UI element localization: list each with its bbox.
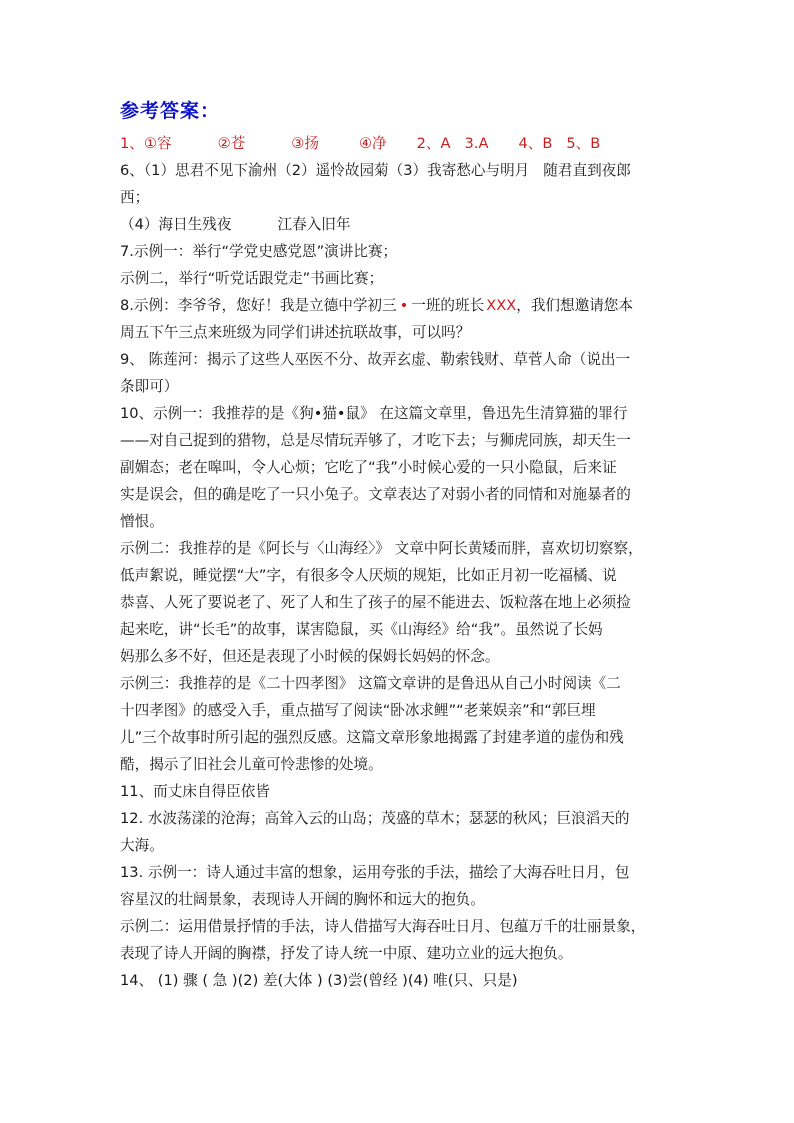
answer-13-line-2: 容星汉的壮阔景象，表现诗人开阔的胸怀和远大的抱负。 — [120, 891, 485, 908]
answer-10-line-10: 妈那么多不好，但还是表现了小时候的保姆长妈妈的怀念。 — [120, 648, 500, 665]
answer-10-line-2: ——对自己捉到的猎物，总是尽情玩弄够了，才吃下去；与狮虎同族，却天生一 — [120, 432, 631, 449]
answer-10-line-7: 低声絮说，睡觉摆“大”字，有很多令人厌烦的规矩，比如正月初一吃福橘、说 — [120, 567, 617, 584]
answer-5: 5、B — [566, 135, 601, 152]
answer-8-dot: • — [399, 297, 409, 314]
answer-8-xxx: XXX — [486, 297, 517, 314]
answer-10-line-9: 起来吃，讲“长毛”的故事，谋害隐鼠，买《山海经》给“我”。虽然说了长妈 — [120, 621, 603, 638]
answer-9-line-1: 9、 陈莲河：揭示了这些人巫医不分、故弄玄虚、勒索钱财、草菅人命（说出一 — [120, 351, 631, 368]
answer-10-line-12: 十四孝图》的感受入手，重点描写了阅读“卧冰求鲤”“老莱娱亲”和“郭巨埋 — [120, 702, 596, 719]
answer-10-line-8: 恭喜、人死了要说老了、死了人和生了孩子的屋不能进去、饭粒落在地上必须捡 — [120, 594, 631, 611]
answer-8-line-1 — [120, 292, 680, 319]
answer-6-part-d: 江春入旧年 — [277, 216, 351, 233]
answer-6-part-a: 6、（1）思君不见下渝州（2）遥怜故园菊（3）我寄愁心与明月 — [120, 162, 530, 179]
answer-10-line-5: 憎恨。 — [120, 513, 164, 530]
answer-content — [120, 130, 680, 994]
answer-11-line-1: 11、而丈床自得臣依皆 — [120, 783, 270, 800]
answer-10-line-4: 实是误会，但的确是吃了一只小兔子。文章表达了对弱小者的同情和对施暴者的 — [120, 486, 631, 503]
answer-13-line-1: 13. 示例一：诗人通过丰富的想象，运用夸张的手法，描绘了大海吞吐日月，包 — [120, 864, 630, 881]
answer-4: 4、B — [518, 135, 553, 152]
answer-3: 3.A — [464, 135, 489, 152]
answer-13-line-4: 表现了诗人开阔的胸襟，抒发了诗人统一中原、建功立业的远大抱负。 — [120, 945, 573, 962]
answer-14-line-1: 14、 (1) 骤 ( 急 )(2) 差(大体 ) (3)尝(曾经 )(4) 唯(只、只是) — [120, 972, 518, 989]
answer-7-line-1: 7.示例一：举行“学党史感党恩”演讲比赛； — [120, 243, 398, 260]
answer-6-part-b: 随君直到夜郎 — [543, 162, 631, 179]
answer-6-part-c: （4）海日生残夜 — [120, 216, 232, 233]
answer-1-line — [120, 130, 680, 157]
answer-1-num: 1、 — [120, 135, 144, 152]
answer-12-line-2: 大海。 — [120, 837, 164, 854]
answer-10-line-14: 酷，揭示了旧社会儿童可怜悲惨的处境。 — [120, 756, 383, 773]
answer-13-line-3: 示例二：运用借景抒情的手法，诗人借描写大海吞吐日月、包蕴万千的壮丽景象， — [120, 918, 646, 935]
answer-8-line-2: 周五下午三点来班级为同学们讲述抗联故事，可以吗？ — [120, 324, 471, 341]
answer-1-item-1: ①容 — [143, 135, 172, 152]
page-title: 参考答案： — [120, 100, 221, 122]
answer-6-line-2: 西； — [120, 189, 150, 206]
answer-10-line-13: 儿”三个故事时所引起的强烈反感。这篇文章形象地揭露了封建孝道的虚伪和残 — [120, 729, 624, 746]
answer-12-line-1: 12. 水波荡漾的沧海；高耸入云的山岛；茂盛的草木；瑟瑟的秋风；巨浪滔天的 — [120, 810, 630, 827]
answer-1-item-3: ③扬 — [291, 135, 319, 152]
answer-10-line-1: 10、示例一：我推荐的是《狗•猫•鼠》 在这篇文章里，鲁迅先生清算猫的罪行 — [120, 405, 628, 422]
answer-10-line-6: 示例二：我推荐的是《阿长与〈山海经〉》 文章中阿长黄矮而胖，喜欢切切察察， — [120, 540, 643, 557]
answer-8-part-b: 一班的班长 — [411, 297, 485, 314]
answer-1-item-2: ②苍 — [217, 135, 246, 152]
answer-10-line-11: 示例三：我推荐的是《二十四孝图》 这篇文章讲的是鲁迅从自己小时阅读《二 — [120, 675, 621, 692]
answer-8-part-a: 8.示例：李爷爷，您好！我是立德中学初三 — [120, 297, 397, 314]
answer-1-item-4: ④净 — [358, 135, 387, 152]
answer-7-line-2: 示例二，举行“听党话跟党走”书画比赛； — [120, 270, 384, 287]
answer-2: 2、A — [416, 135, 451, 152]
answer-8-part-c: ，我们想邀请您本 — [516, 297, 633, 314]
answer-10-line-3: 副媚态；老在嗥叫，令人心烦；它吃了“我”小时候心爱的一只小隐鼠，后来证 — [120, 459, 617, 476]
answer-6-line-1 — [120, 157, 680, 184]
answer-6-line-3 — [120, 211, 680, 238]
answer-9-line-2: 条即可） — [120, 378, 179, 395]
